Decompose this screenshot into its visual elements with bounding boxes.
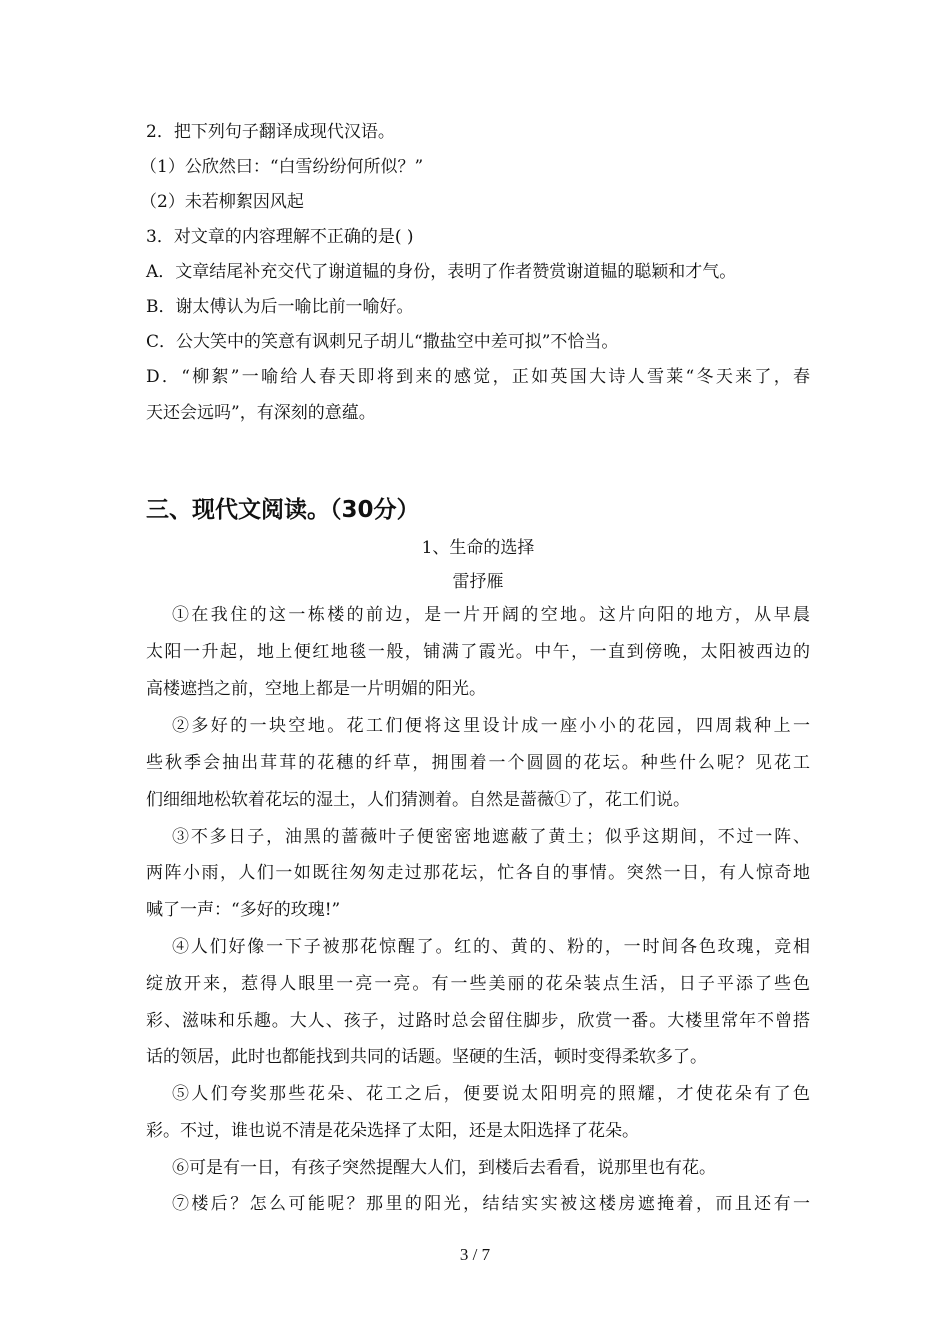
paragraph-2-line-3: 们细细地松软着花坛的湿土，人们猜测着。自然是蔷薇①了，花工们说。 [146,790,690,810]
paragraph-4-line-2: 绽放开来，惹得人眼里一亮一亮。有一些美丽的花朵装点生活，日子平添了些色 [146,974,810,994]
paragraph-1-line-1: ①在我住的这一栋楼的前边，是一片开阔的空地。这片向阳的地方，从早晨 [172,605,810,625]
question-3-option-c: C．公大笑中的笑意有讽刺兄子胡儿“撒盐空中差可拟”不恰当。 [146,332,619,352]
article-author: 雷抒雁 [452,572,504,592]
paragraph-4-line-1: ④人们好像一下子被那花惊醒了。红的、黄的、粉的，一时间各色玫瑰，竞相 [172,937,810,957]
paragraph-3-line-1: ③不多日子，油黑的蔷薇叶子便密密地遮蔽了黄土；似乎这期间，不过一阵、 [172,827,810,847]
paragraph-4-line-4: 话的领居，此时也都能找到共同的话题。坚硬的生活，顿时变得柔软多了。 [146,1047,707,1067]
article-title: 1、生命的选择 [421,538,535,558]
paragraph-1-line-2: 太阳一升起，地上便红地毯一般，铺满了霞光。中午，一直到傍晚，太阳被西边的 [146,642,810,662]
paragraph-3-line-2: 两阵小雨，人们一如既往匆匆走过那花坛，忙各自的事情。突然一日，有人惊奇地 [146,863,810,883]
paragraph-5-line-2: 彩。不过，谁也说不清是花朵选择了太阳，还是太阳选择了花朵。 [146,1121,639,1141]
question-2-item-2: （2）未若柳絮因风起 [140,192,304,212]
question-3-option-b: B．谢太傅认为后一喻比前一喻好。 [146,297,414,317]
paragraph-2-line-1: ②多好的一块空地。花工们便将这里设计成一座小小的花园，四周栽种上一 [172,716,810,736]
paragraph-4-line-3: 彩、滋味和乐趣。大人、孩子，过路时总会留住脚步，欣赏一番。大楼里常年不曾搭 [146,1011,810,1031]
paragraph-1-line-3: 高楼遮挡之前，空地上都是一片明媚的阳光。 [146,679,486,699]
paragraph-6-line-1: ⑥可是有一日，有孩子突然提醒大人们，到楼后去看看，说那里也有花。 [172,1158,716,1178]
paragraph-2-line-2: 些秋季会抽出茸茸的花穗的纤草，拥围着一个圆圆的花坛。种些什么呢？见花工 [146,753,810,773]
paragraph-5-line-1: ⑤人们夸奖那些花朵、花工之后，便要说太阳明亮的照耀，才使花朵有了色 [172,1084,810,1104]
paragraph-3-line-3: 喊了一声：“多好的玫瑰!” [146,900,341,920]
question-3-option-d-line-1: D．“柳絮”一喻给人春天即将到来的感觉，正如英国大诗人雪莱“冬天来了，春 [146,367,810,387]
paragraph-7-line-1: ⑦楼后？怎么可能呢？那里的阳光，结结实实被这楼房遮掩着，而且还有一 [172,1194,810,1214]
question-3-title: 3．对文章的内容理解不正确的是( ) [146,227,414,247]
question-2-item-1: （1）公欣然曰：“白雪纷纷何所似？” [140,157,424,177]
section-heading: 三、现代文阅读。（30分） [146,497,420,523]
page-number: 3 / 7 [459,1245,491,1264]
question-3-option-a: A．文章结尾补充交代了谢道韫的身份，表明了作者赞赏谢道韫的聪颖和才气。 [146,262,737,282]
question-2-title: 2．把下列句子翻译成现代汉语。 [146,122,395,142]
question-3-option-d-line-2: 天还会远吗”，有深刻的意蕴。 [146,403,376,423]
